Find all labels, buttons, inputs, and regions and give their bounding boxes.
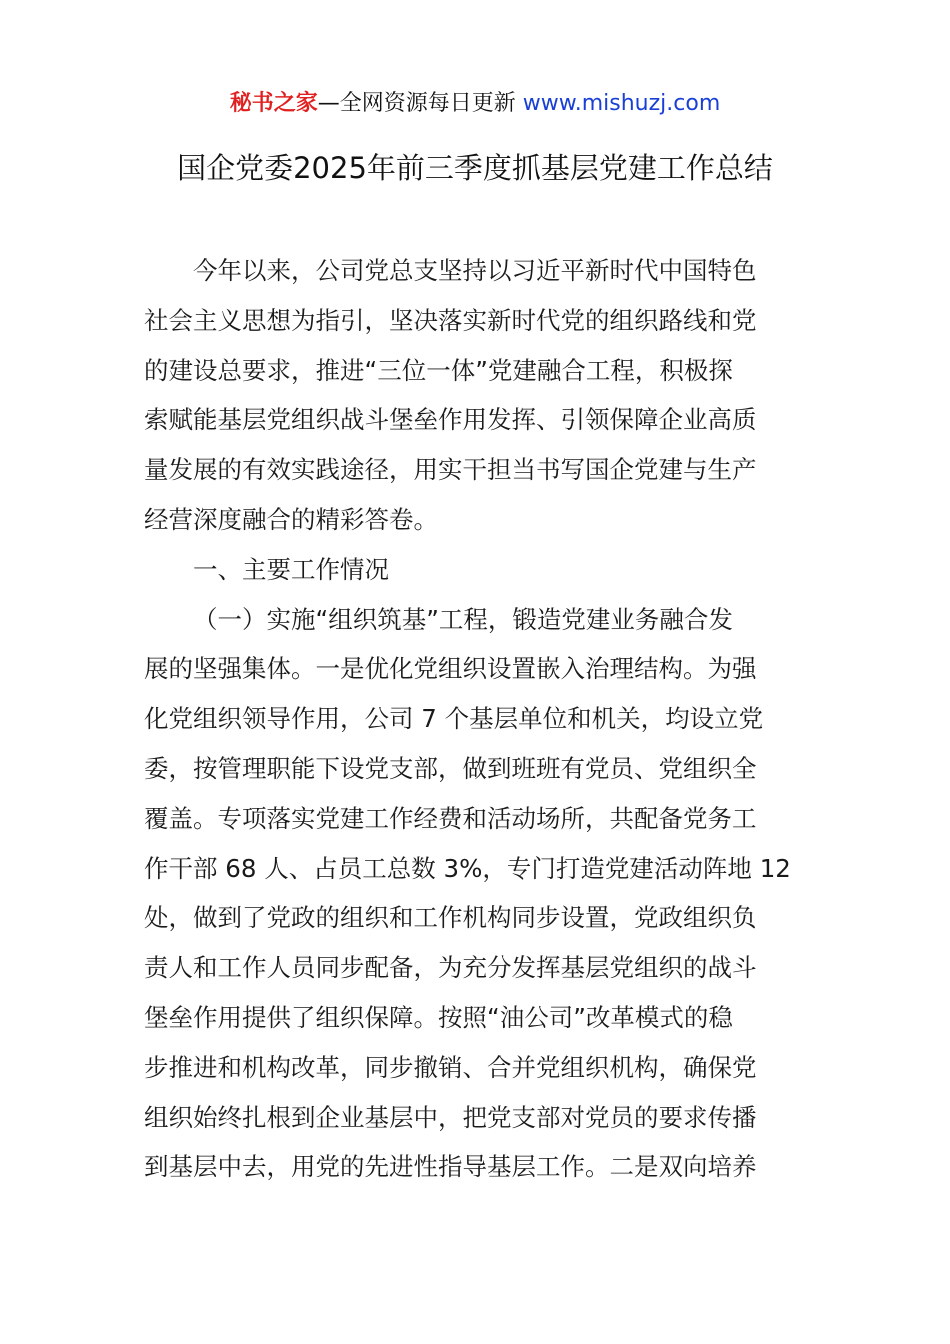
paragraph-line: 量发展的有效实践途径，用实干担当书写国企党建与生产 (144, 455, 757, 485)
document-title: 国企党委2025年前三季度抓基层党建工作总结 (177, 151, 773, 185)
paragraph-line: 委，按管理职能下设党支部，做到班班有党员、党组织全 (144, 753, 757, 783)
paragraph-line: 索赋能基层党组织战斗堡垒作用发挥、引领保障企业高质 (144, 405, 757, 435)
brand-name: 秘书之家 (229, 91, 318, 116)
document-body (144, 246, 808, 1192)
site-slogan: —全网资源每日更新 (317, 91, 523, 116)
paragraph-line: 处，做到了党政的组织和工作机构同步设置，党政组织负 (144, 903, 757, 933)
paragraph-line: 化党组织领导作用，公司 7 个基层单位和机关，均设立党 (144, 704, 764, 734)
subsection-line: （一）实施“组织筑基”工程，锻造党建业务融合发 (193, 604, 733, 634)
paragraph-line: 的建设总要求，推进“三位一体”党建融合工程，积极探 (144, 355, 733, 385)
paragraph-line: 今年以来，公司党总支坚持以习近平新时代中国特色 (193, 256, 757, 285)
paragraph-line: 到基层中去，用党的先进性指导基层工作。二是双向培养 (144, 1152, 757, 1182)
paragraph-line: 步推进和机构改革，同步撤销、合并党组织机构，确保党 (144, 1052, 757, 1082)
paragraph-line: 展的坚强集体。一是优化党组织设置嵌入治理结构。为强 (144, 654, 757, 684)
paragraph-line: 覆盖。专项落实党建工作经费和活动场所，共配备党务工 (144, 803, 757, 833)
paragraph-line: 作干部 68 人、占员工总数 3%，专门打造党建活动阵地 12 (144, 853, 791, 883)
paragraph-line: 社会主义思想为指引，坚决落实新时代党的组织路线和党 (144, 305, 757, 335)
paragraph-line: 经营深度融合的精彩答卷。 (144, 504, 438, 534)
paragraph-line: 责人和工作人员同步配备，为充分发挥基层党组织的战斗 (144, 953, 757, 983)
section-heading: 一、主要工作情况 (193, 554, 389, 584)
site-link[interactable]: www.mishuzj.com (522, 91, 721, 116)
paragraph-line: 堡垒作用提供了组织保障。按照“油公司”改革模式的稳 (144, 1002, 733, 1032)
site-header (0, 88, 950, 120)
paragraph-line: 组织始终扎根到企业基层中，把党支部对党员的要求传播 (144, 1102, 757, 1132)
